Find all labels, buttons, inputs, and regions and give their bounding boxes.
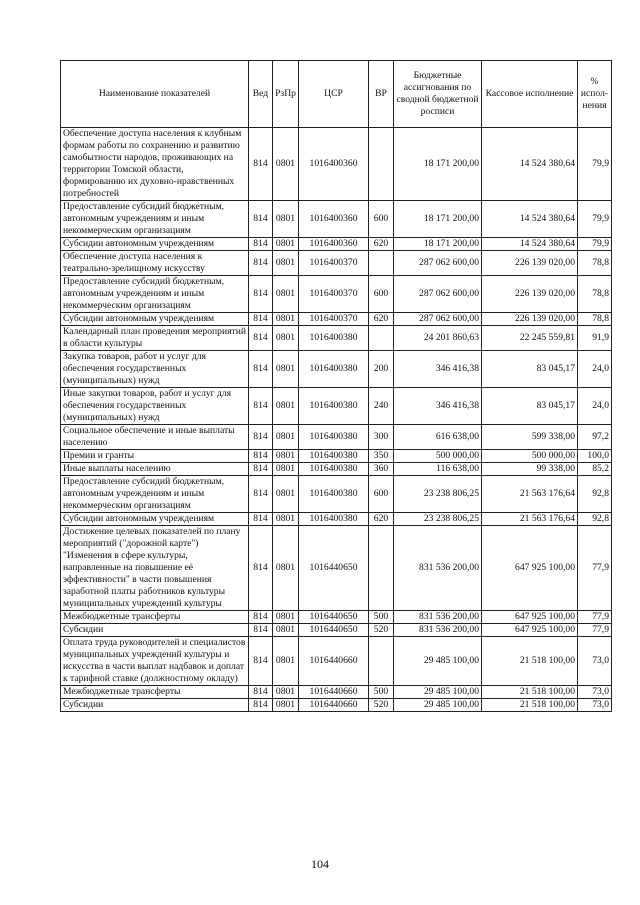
cell-csr: 1016400370 xyxy=(299,251,369,276)
cell-pct: 77,9 xyxy=(578,624,612,637)
cell-vr: 620 xyxy=(369,313,394,326)
cell-budget: 29 485 100,00 xyxy=(394,637,482,686)
table-row xyxy=(61,276,612,313)
cell-budget: 346 416,38 xyxy=(394,388,482,425)
col-header-cash: Кассовое исполнение xyxy=(482,61,578,128)
cell-csr: 1016400380 xyxy=(299,425,369,450)
cell-rzpr: 0801 xyxy=(273,450,299,463)
cell-budget: 23 238 806,25 xyxy=(394,476,482,513)
cell-budget: 616 638,00 xyxy=(394,425,482,450)
table-row xyxy=(61,463,612,476)
cell-vr: 600 xyxy=(369,201,394,238)
cell-pct: 24,0 xyxy=(578,351,612,388)
table-row xyxy=(61,699,612,712)
cell-pct: 85,2 xyxy=(578,463,612,476)
cell-ved: 814 xyxy=(249,526,273,611)
cell-csr: 1016440650 xyxy=(299,624,369,637)
cell-cash: 226 139 020,00 xyxy=(482,251,578,276)
cell-ved: 814 xyxy=(249,637,273,686)
cell-vr: 360 xyxy=(369,463,394,476)
col-header-name: Наименование показателей xyxy=(61,61,249,128)
cell-budget: 116 638,00 xyxy=(394,463,482,476)
cell-rzpr: 0801 xyxy=(273,476,299,513)
cell-cash: 647 925 100,00 xyxy=(482,526,578,611)
cell-pct: 24,0 xyxy=(578,388,612,425)
cell-rzpr: 0801 xyxy=(273,238,299,251)
cell-name: Межбюджетные трансферты xyxy=(61,611,249,624)
table-row xyxy=(61,476,612,513)
cell-rzpr: 0801 xyxy=(273,201,299,238)
cell-vr: 600 xyxy=(369,276,394,313)
cell-vr: 620 xyxy=(369,513,394,526)
cell-csr: 1016400380 xyxy=(299,513,369,526)
table-row xyxy=(61,201,612,238)
cell-name: Социальное обеспечение и иные выплаты населению xyxy=(61,425,249,450)
cell-cash: 599 338,00 xyxy=(482,425,578,450)
cell-vr: 620 xyxy=(369,238,394,251)
cell-cash: 83 045,17 xyxy=(482,351,578,388)
cell-rzpr: 0801 xyxy=(273,326,299,351)
budget-table-container xyxy=(60,60,611,712)
cell-name: Межбюджетные трансферты xyxy=(61,686,249,699)
cell-pct: 100,0 xyxy=(578,450,612,463)
cell-vr xyxy=(369,637,394,686)
table-row xyxy=(61,425,612,450)
cell-rzpr: 0801 xyxy=(273,624,299,637)
cell-csr: 1016400370 xyxy=(299,276,369,313)
table-row xyxy=(61,637,612,686)
cell-name: Субсидии автономным учреждениям xyxy=(61,238,249,251)
page-number: 104 xyxy=(311,857,329,871)
table-row xyxy=(61,128,612,201)
cell-cash: 21 563 176,64 xyxy=(482,476,578,513)
cell-budget: 287 062 600,00 xyxy=(394,251,482,276)
cell-cash: 226 139 020,00 xyxy=(482,276,578,313)
cell-ved: 814 xyxy=(249,624,273,637)
table-row xyxy=(61,238,612,251)
cell-rzpr: 0801 xyxy=(273,425,299,450)
cell-ved: 814 xyxy=(249,686,273,699)
cell-vr: 520 xyxy=(369,699,394,712)
cell-budget: 831 536 200,00 xyxy=(394,526,482,611)
col-header-rzpr: РзПр xyxy=(273,61,299,128)
cell-csr: 1016400380 xyxy=(299,351,369,388)
budget-execution-table xyxy=(60,60,612,712)
cell-name: Премии и гранты xyxy=(61,450,249,463)
cell-pct: 79,9 xyxy=(578,128,612,201)
cell-rzpr: 0801 xyxy=(273,611,299,624)
table-row xyxy=(61,513,612,526)
table-row xyxy=(61,450,612,463)
cell-ved: 814 xyxy=(249,238,273,251)
cell-name: Оплата труда руководителей и специалистов муниципальных учреждений культуры и искусства в части выплат надбавок и доплат к тарифной ставке (должностному окладу) xyxy=(61,637,249,686)
table-row xyxy=(61,388,612,425)
cell-budget: 29 485 100,00 xyxy=(394,686,482,699)
cell-cash: 22 245 559,81 xyxy=(482,326,578,351)
cell-pct: 77,9 xyxy=(578,611,612,624)
table-row xyxy=(61,526,612,611)
table-row xyxy=(61,313,612,326)
cell-rzpr: 0801 xyxy=(273,388,299,425)
cell-ved: 814 xyxy=(249,201,273,238)
table-row xyxy=(61,611,612,624)
cell-pct: 78,8 xyxy=(578,251,612,276)
cell-vr: 600 xyxy=(369,476,394,513)
cell-ved: 814 xyxy=(249,326,273,351)
cell-name: Иные закупки товаров, работ и услуг для обеспечения государственных (муниципальных) нужд xyxy=(61,388,249,425)
cell-ved: 814 xyxy=(249,388,273,425)
cell-pct: 73,0 xyxy=(578,699,612,712)
cell-name: Иные выплаты населению xyxy=(61,463,249,476)
cell-csr: 1016400380 xyxy=(299,326,369,351)
cell-csr: 1016400380 xyxy=(299,476,369,513)
cell-csr: 1016400360 xyxy=(299,238,369,251)
cell-name: Закупка товаров, работ и услуг для обеспечения государственных (муниципальных) нужд xyxy=(61,351,249,388)
cell-vr: 500 xyxy=(369,611,394,624)
cell-ved: 814 xyxy=(249,351,273,388)
cell-ved: 814 xyxy=(249,251,273,276)
cell-csr: 1016400370 xyxy=(299,313,369,326)
cell-cash: 83 045,17 xyxy=(482,388,578,425)
cell-cash: 99 338,00 xyxy=(482,463,578,476)
col-header-budget: Бюджетные ассигнования по сводной бюджетной росписи xyxy=(394,61,482,128)
cell-name: Предоставление субсидий бюджетным, автономным учреждениям и иным некоммерческим организациям xyxy=(61,476,249,513)
cell-name: Субсидии xyxy=(61,624,249,637)
cell-name: Обеспечение доступа населения к клубным формам работы по сохранению и развитию самобытности народов, проживающих на территории Томской области, формированию их духовно-нравственных потребностей xyxy=(61,128,249,201)
cell-cash: 14 524 380,64 xyxy=(482,128,578,201)
cell-rzpr: 0801 xyxy=(273,251,299,276)
cell-budget: 18 171 200,00 xyxy=(394,201,482,238)
col-header-vr: ВР xyxy=(369,61,394,128)
cell-name: Предоставление субсидий бюджетным, автономным учреждениям и иным некоммерческим организациям xyxy=(61,276,249,313)
cell-cash: 14 524 380,64 xyxy=(482,238,578,251)
cell-cash: 14 524 380,64 xyxy=(482,201,578,238)
cell-cash: 226 139 020,00 xyxy=(482,313,578,326)
cell-ved: 814 xyxy=(249,611,273,624)
cell-csr: 1016440650 xyxy=(299,526,369,611)
cell-name: Субсидии автономным учреждениям xyxy=(61,313,249,326)
cell-ved: 814 xyxy=(249,313,273,326)
cell-budget: 23 238 806,25 xyxy=(394,513,482,526)
cell-ved: 814 xyxy=(249,699,273,712)
cell-pct: 73,0 xyxy=(578,686,612,699)
cell-ved: 814 xyxy=(249,128,273,201)
cell-rzpr: 0801 xyxy=(273,463,299,476)
cell-pct: 79,9 xyxy=(578,238,612,251)
table-body xyxy=(61,128,612,712)
cell-rzpr: 0801 xyxy=(273,276,299,313)
cell-budget: 287 062 600,00 xyxy=(394,313,482,326)
cell-ved: 814 xyxy=(249,425,273,450)
table-row xyxy=(61,251,612,276)
col-header-ved: Вед xyxy=(249,61,273,128)
cell-rzpr: 0801 xyxy=(273,513,299,526)
cell-name: Субсидии xyxy=(61,699,249,712)
cell-pct: 78,8 xyxy=(578,276,612,313)
cell-vr xyxy=(369,251,394,276)
cell-vr: 500 xyxy=(369,686,394,699)
cell-csr: 1016400360 xyxy=(299,128,369,201)
cell-budget: 287 062 600,00 xyxy=(394,276,482,313)
cell-vr: 240 xyxy=(369,388,394,425)
cell-cash: 500 000,00 xyxy=(482,450,578,463)
cell-csr: 1016440660 xyxy=(299,699,369,712)
cell-ved: 814 xyxy=(249,276,273,313)
table-row xyxy=(61,326,612,351)
cell-budget: 18 171 200,00 xyxy=(394,238,482,251)
cell-cash: 647 925 100,00 xyxy=(482,624,578,637)
cell-ved: 814 xyxy=(249,463,273,476)
table-header-row xyxy=(61,61,612,128)
cell-vr: 520 xyxy=(369,624,394,637)
cell-pct: 73,0 xyxy=(578,637,612,686)
cell-cash: 21 518 100,00 xyxy=(482,637,578,686)
cell-vr xyxy=(369,128,394,201)
cell-name: Обеспечение доступа населения к театрально-зрелищному искусству xyxy=(61,251,249,276)
cell-cash: 21 518 100,00 xyxy=(482,686,578,699)
cell-vr: 350 xyxy=(369,450,394,463)
cell-vr xyxy=(369,526,394,611)
cell-csr: 1016400380 xyxy=(299,388,369,425)
cell-rzpr: 0801 xyxy=(273,637,299,686)
cell-rzpr: 0801 xyxy=(273,351,299,388)
cell-pct: 97,2 xyxy=(578,425,612,450)
table-row xyxy=(61,351,612,388)
cell-vr: 300 xyxy=(369,425,394,450)
col-header-pct: % испол-нения xyxy=(578,61,612,128)
cell-name: Субсидии автономным учреждениям xyxy=(61,513,249,526)
cell-pct: 79,9 xyxy=(578,201,612,238)
cell-csr: 1016440660 xyxy=(299,637,369,686)
cell-vr xyxy=(369,326,394,351)
table-row xyxy=(61,624,612,637)
cell-ved: 814 xyxy=(249,513,273,526)
cell-rzpr: 0801 xyxy=(273,313,299,326)
cell-vr: 200 xyxy=(369,351,394,388)
cell-name: Достижение целевых показателей по плану мероприятий ("дорожной карте") "Изменения в сфере культуры, направленные на повышение её эффективности" в части повышения заработной платы работников культуры муниципальных учреждений культуры xyxy=(61,526,249,611)
cell-budget: 831 536 200,00 xyxy=(394,611,482,624)
cell-pct: 92,8 xyxy=(578,476,612,513)
cell-rzpr: 0801 xyxy=(273,526,299,611)
cell-csr: 1016400360 xyxy=(299,201,369,238)
cell-csr: 1016400380 xyxy=(299,450,369,463)
cell-cash: 21 563 176,64 xyxy=(482,513,578,526)
cell-csr: 1016400380 xyxy=(299,463,369,476)
cell-cash: 647 925 100,00 xyxy=(482,611,578,624)
cell-csr: 1016440650 xyxy=(299,611,369,624)
cell-rzpr: 0801 xyxy=(273,699,299,712)
cell-csr: 1016440660 xyxy=(299,686,369,699)
cell-ved: 814 xyxy=(249,450,273,463)
cell-name: Календарный план проведения мероприятий в области культуры xyxy=(61,326,249,351)
table-row xyxy=(61,686,612,699)
cell-budget: 831 536 200,00 xyxy=(394,624,482,637)
cell-budget: 29 485 100,00 xyxy=(394,699,482,712)
cell-name: Предоставление субсидий бюджетным, автономным учреждениям и иным некоммерческим организациям xyxy=(61,201,249,238)
cell-budget: 18 171 200,00 xyxy=(394,128,482,201)
cell-pct: 91,9 xyxy=(578,326,612,351)
cell-rzpr: 0801 xyxy=(273,686,299,699)
cell-budget: 24 201 860,63 xyxy=(394,326,482,351)
cell-pct: 92,8 xyxy=(578,513,612,526)
cell-budget: 500 000,00 xyxy=(394,450,482,463)
cell-cash: 21 518 100,00 xyxy=(482,699,578,712)
cell-ved: 814 xyxy=(249,476,273,513)
cell-pct: 78,8 xyxy=(578,313,612,326)
cell-budget: 346 416,38 xyxy=(394,351,482,388)
col-header-csr: ЦСР xyxy=(299,61,369,128)
cell-pct: 77,9 xyxy=(578,526,612,611)
cell-rzpr: 0801 xyxy=(273,128,299,201)
